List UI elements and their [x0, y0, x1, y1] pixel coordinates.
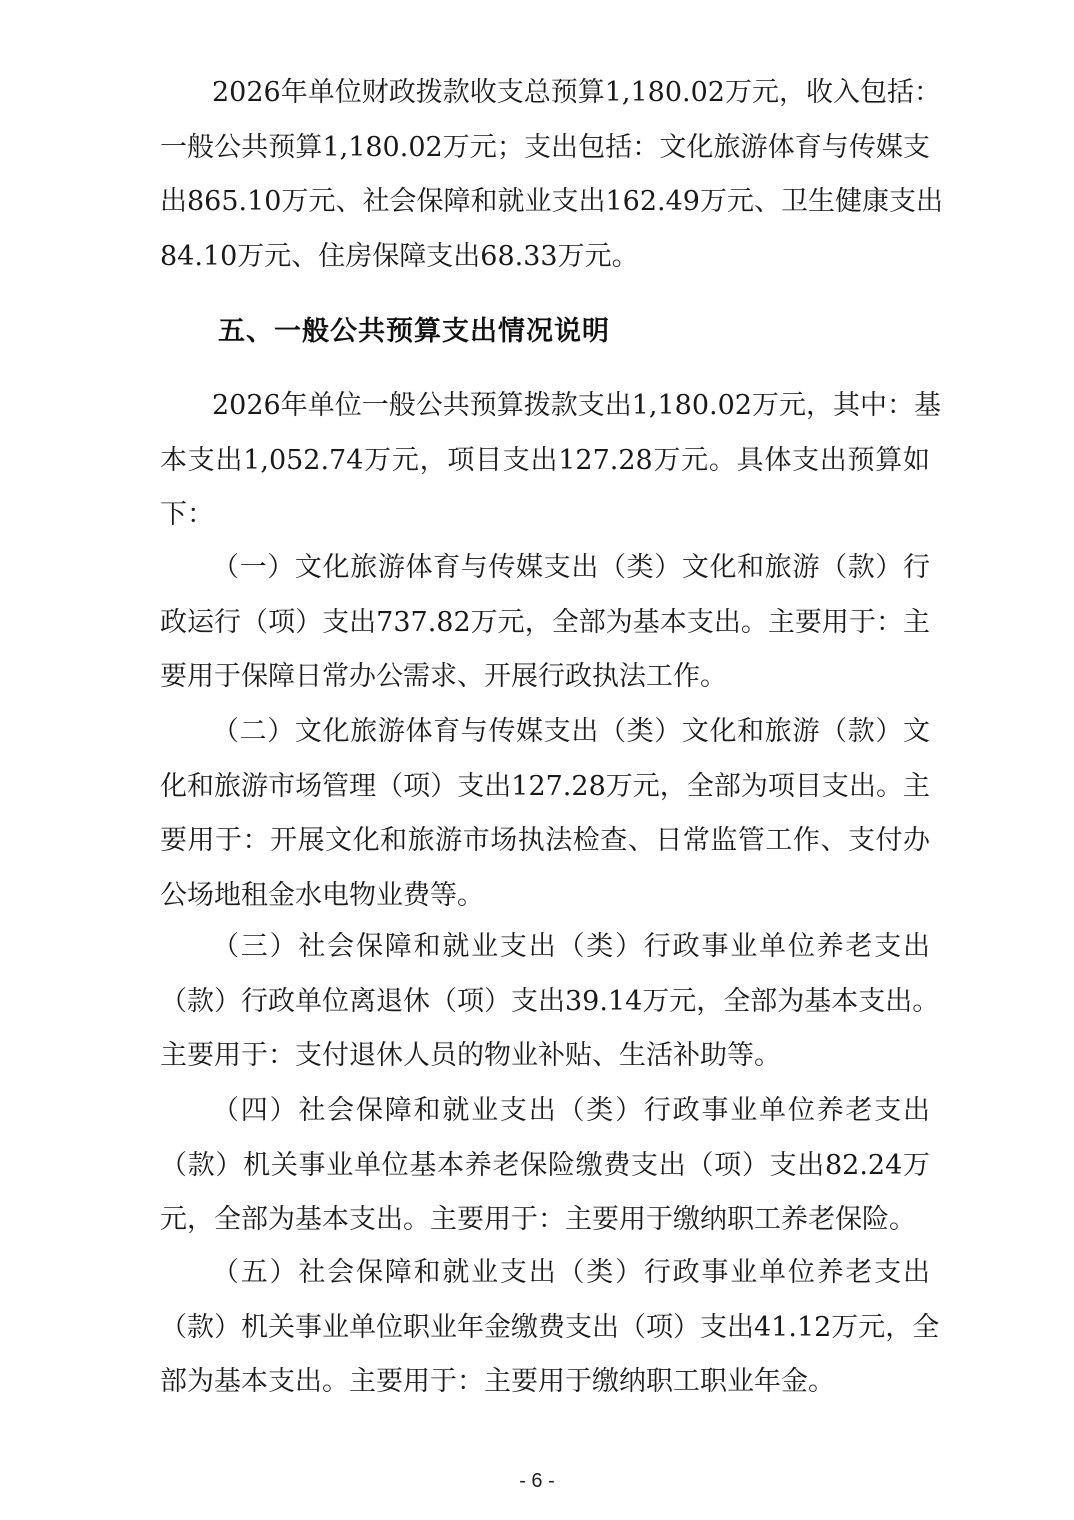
paragraph-item-3 [160, 920, 940, 1084]
text-line: （三）社会保障和就业支出（类）行政事业单位养老支出 [212, 931, 930, 962]
text-line: （款）机关事业单位职业年金缴费支出（项）支出41.12万元，全 [160, 1311, 940, 1343]
text-line: 主要用于：支付退休人员的物业补贴、生活补助等。 [160, 1040, 781, 1071]
text-line: 化和旅游市场管理（项）支出127.28万元，全部为项目支出。主 [160, 770, 930, 802]
text-line: 本支出1,052.74万元，项目支出127.28万元。具体支出预算如 [160, 444, 930, 476]
text-line: （四）社会保障和就业支出（类）行政事业单位养老支出 [212, 1095, 930, 1126]
text-line: 84.10万元、住房保障支出68.33万元。 [160, 240, 639, 272]
text-line: （款）机关事业单位基本养老保险缴费支出（项）支出82.24万 [160, 1149, 930, 1181]
text-line: 2026年单位一般公共预算拨款支出1,180.02万元，其中：基 [212, 390, 941, 421]
section-heading: 五、一般公共预算支出情况说明 [218, 316, 610, 347]
paragraph-general-expenditure [160, 379, 941, 543]
text-line: 部为基本支出。主要用于：主要用于缴纳职工职业年金。 [160, 1366, 835, 1397]
paragraph-item-4 [160, 1084, 930, 1248]
paragraph-item-5 [160, 1246, 940, 1410]
text-line: 公场地租金水电物业费等。 [160, 879, 484, 911]
text-line: （二）文化旅游体育与传媒支出（类）文化和旅游（款）文 [212, 716, 930, 747]
text-line: （一）文化旅游体育与传媒支出（类）文化和旅游（款）行 [212, 552, 930, 583]
paragraph-budget-total [160, 66, 943, 284]
page-number: - 6 - [519, 1470, 555, 1492]
text-line: 政运行（项）支出737.82万元，全部为基本支出。主要用于：主 [160, 606, 930, 638]
text-line: 出865.10万元、社会保障和就业支出162.49万元、卫生健康支出 [160, 186, 943, 217]
paragraph-item-1 [160, 541, 930, 705]
text-line: 要用于保障日常办公需求、开展行政执法工作。 [160, 661, 727, 692]
text-line: 元，全部为基本支出。主要用于：主要用于缴纳职工养老保险。 [160, 1204, 916, 1235]
text-line: （款）行政单位离退休（项）支出39.14万元，全部为基本支出。 [160, 985, 940, 1017]
text-line: 下： [160, 499, 214, 530]
text-line: （五）社会保障和就业支出（类）行政事业单位养老支出 [212, 1257, 930, 1288]
text-line: 一般公共预算1,180.02万元；支出包括：文化旅游体育与传媒支 [160, 131, 930, 163]
paragraph-item-2 [160, 705, 930, 923]
text-line: 2026年单位财政拨款收支总预算1,180.02万元，收入包括： [212, 77, 941, 108]
text-line: 要用于：开展文化和旅游市场执法检查、日常监管工作、支付办 [160, 825, 930, 856]
